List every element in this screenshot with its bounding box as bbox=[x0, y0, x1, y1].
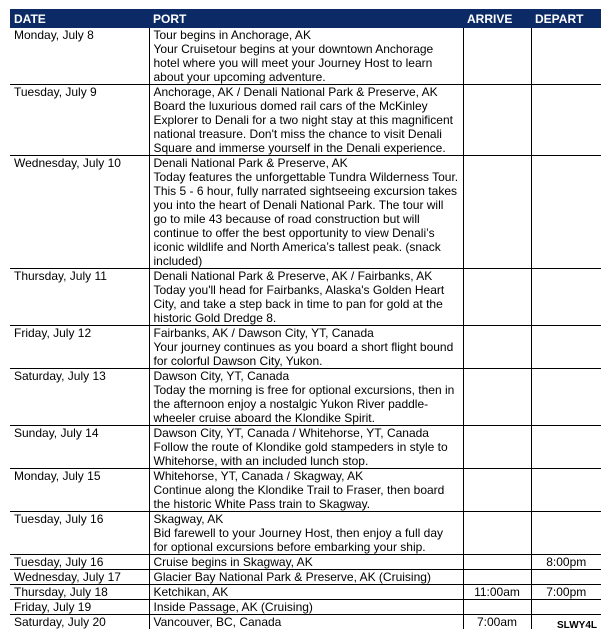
itinerary-rows bbox=[10, 28, 601, 629]
row-arrive bbox=[463, 512, 531, 555]
row-date: Saturday, July 13 bbox=[10, 369, 149, 426]
row-date: Thursday, July 18 bbox=[10, 585, 149, 600]
row-depart bbox=[531, 570, 601, 585]
itinerary-code: SLWY4L bbox=[556, 620, 597, 631]
table-row bbox=[10, 269, 601, 326]
row-port-cell bbox=[149, 28, 463, 85]
row-port: Ketchikan, AK bbox=[153, 585, 229, 599]
row-port: Cruise begins in Skagway, AK bbox=[153, 555, 313, 569]
depart-time: 7:00pm bbox=[546, 585, 587, 599]
header-port: PORT bbox=[149, 9, 463, 28]
arrive-time: 11:00am bbox=[474, 585, 520, 599]
row-port: Fairbanks, AK / Dawson City, YT, Canada bbox=[153, 326, 374, 340]
row-port-cell bbox=[149, 426, 463, 469]
table-row bbox=[10, 600, 601, 615]
table-row bbox=[10, 555, 601, 570]
row-description: Continue along the Klondike Trail to Fraser, then board the historic White Pass train to Skagway. bbox=[153, 483, 445, 511]
row-arrive bbox=[463, 570, 531, 585]
table-row bbox=[10, 585, 601, 600]
row-depart bbox=[531, 469, 601, 512]
row-port: Denali National Park & Preserve, AK / Fairbanks, AK bbox=[153, 269, 433, 283]
table-row bbox=[10, 369, 601, 426]
row-depart bbox=[531, 269, 601, 326]
row-date: Monday, July 15 bbox=[10, 469, 149, 512]
table-row bbox=[10, 615, 601, 630]
row-port-cell bbox=[149, 512, 463, 555]
row-description: Follow the route of Klondike gold stampeders in style to Whitehorse, with an included lunch stop. bbox=[153, 440, 448, 468]
row-date: Friday, July 19 bbox=[10, 600, 149, 615]
row-date: Wednesday, July 17 bbox=[10, 570, 149, 585]
row-description: Bid farewell to your Journey Host, then enjoy a full day for optional excursions before embarking your ship. bbox=[153, 526, 443, 554]
row-depart bbox=[531, 555, 601, 570]
row-port: Dawson City, YT, Canada bbox=[153, 369, 290, 383]
depart-time: 8:00pm bbox=[546, 555, 587, 569]
row-description: Your Cruisetour begins at your downtown Anchorage hotel where you will meet your Journey Host to learn about your upcoming adventure. bbox=[153, 42, 434, 84]
row-date: Sunday, July 14 bbox=[10, 426, 149, 469]
row-port-cell bbox=[149, 326, 463, 369]
row-port-cell bbox=[149, 269, 463, 326]
row-arrive bbox=[463, 469, 531, 512]
row-port: Tour begins in Anchorage, AK bbox=[153, 28, 311, 42]
table-row bbox=[10, 156, 601, 269]
row-date: Wednesday, July 10 bbox=[10, 156, 149, 269]
row-depart bbox=[531, 28, 601, 85]
row-arrive bbox=[463, 426, 531, 469]
row-port: Denali National Park & Preserve, AK bbox=[153, 156, 348, 170]
row-depart bbox=[531, 512, 601, 555]
row-port-cell bbox=[149, 615, 463, 630]
row-arrive bbox=[463, 326, 531, 369]
row-description: Today the morning is free for optional excursions, then in the afternoon enjoy a nostalgic Yukon River paddle-wheeler cruise aboard the Klondike Spirit. bbox=[153, 383, 455, 425]
row-description: Today you'll head for Fairbanks, Alaska's Golden Heart City, and take a step back in time to pan for gold at the historic Gold Dredge 8. bbox=[153, 283, 445, 325]
row-port-cell bbox=[149, 469, 463, 512]
row-depart bbox=[531, 600, 601, 615]
table-row bbox=[10, 326, 601, 369]
row-date: Monday, July 8 bbox=[10, 28, 149, 85]
row-port-cell bbox=[149, 555, 463, 570]
row-depart bbox=[531, 426, 601, 469]
row-arrive bbox=[463, 600, 531, 615]
row-date: Tuesday, July 16 bbox=[10, 555, 149, 570]
row-port: Whitehorse, YT, Canada / Skagway, AK bbox=[153, 469, 364, 483]
row-date: Saturday, July 20 bbox=[10, 615, 149, 630]
row-arrive bbox=[463, 269, 531, 326]
row-arrive bbox=[463, 85, 531, 156]
row-arrive bbox=[463, 28, 531, 85]
row-description: Your journey continues as you board a short flight bound for colorful Dawson City, Yukon. bbox=[153, 340, 454, 368]
row-depart bbox=[531, 85, 601, 156]
table-row bbox=[10, 85, 601, 156]
row-date: Tuesday, July 9 bbox=[10, 85, 149, 156]
row-depart bbox=[531, 326, 601, 369]
row-arrive bbox=[463, 585, 531, 600]
table-row bbox=[10, 426, 601, 469]
table-header bbox=[10, 9, 601, 28]
row-port-cell bbox=[149, 369, 463, 426]
row-arrive bbox=[463, 156, 531, 269]
row-port-cell bbox=[149, 85, 463, 156]
row-description: Today features the unforgettable Tundra Wilderness Tour. This 5 - 6 hour, fully narrated sightseeing excursion takes you into the heart of Denali National Park. The tour will go to mile 43 because of road construction but will continue to offer the best opportunity to view Denali’s iconic wildlife and North America’s tallest peak. (snack included) bbox=[153, 170, 459, 268]
row-port: Anchorage, AK / Denali National Park & Preserve, AK bbox=[153, 85, 438, 99]
row-date: Tuesday, July 16 bbox=[10, 512, 149, 555]
table-row bbox=[10, 28, 601, 85]
itinerary-table bbox=[10, 9, 601, 629]
row-port-cell bbox=[149, 585, 463, 600]
row-port: Vancouver, BC, Canada bbox=[153, 615, 282, 629]
row-depart bbox=[531, 369, 601, 426]
table-row bbox=[10, 570, 601, 585]
row-port-cell bbox=[149, 570, 463, 585]
row-port-cell bbox=[149, 600, 463, 615]
header-depart: DEPART bbox=[531, 9, 601, 28]
header-date: DATE bbox=[10, 9, 149, 28]
header-arrive: ARRIVE bbox=[463, 9, 531, 28]
row-arrive bbox=[463, 555, 531, 570]
row-port: Skagway, AK bbox=[153, 512, 224, 526]
row-arrive bbox=[463, 369, 531, 426]
table-row bbox=[10, 512, 601, 555]
row-date: Friday, July 12 bbox=[10, 326, 149, 369]
row-port: Dawson City, YT, Canada / Whitehorse, YT, Canada bbox=[153, 426, 429, 440]
row-depart bbox=[531, 585, 601, 600]
row-date: Thursday, July 11 bbox=[10, 269, 149, 326]
row-depart bbox=[531, 156, 601, 269]
row-arrive bbox=[463, 615, 531, 630]
table-row bbox=[10, 469, 601, 512]
row-description: Board the luxurious domed rail cars of the McKinley Explorer to Denali for a two night stay at this magnificent national treasure. Don't miss the chance to visit Denali Square and immerse yourself in the Denali experience. bbox=[153, 99, 453, 155]
row-port: Inside Passage, AK (Cruising) bbox=[153, 600, 313, 614]
arrive-time: 7:00am bbox=[476, 615, 518, 629]
row-port-cell bbox=[149, 156, 463, 269]
row-port: Glacier Bay National Park & Preserve, AK (Cruising) bbox=[153, 570, 431, 584]
